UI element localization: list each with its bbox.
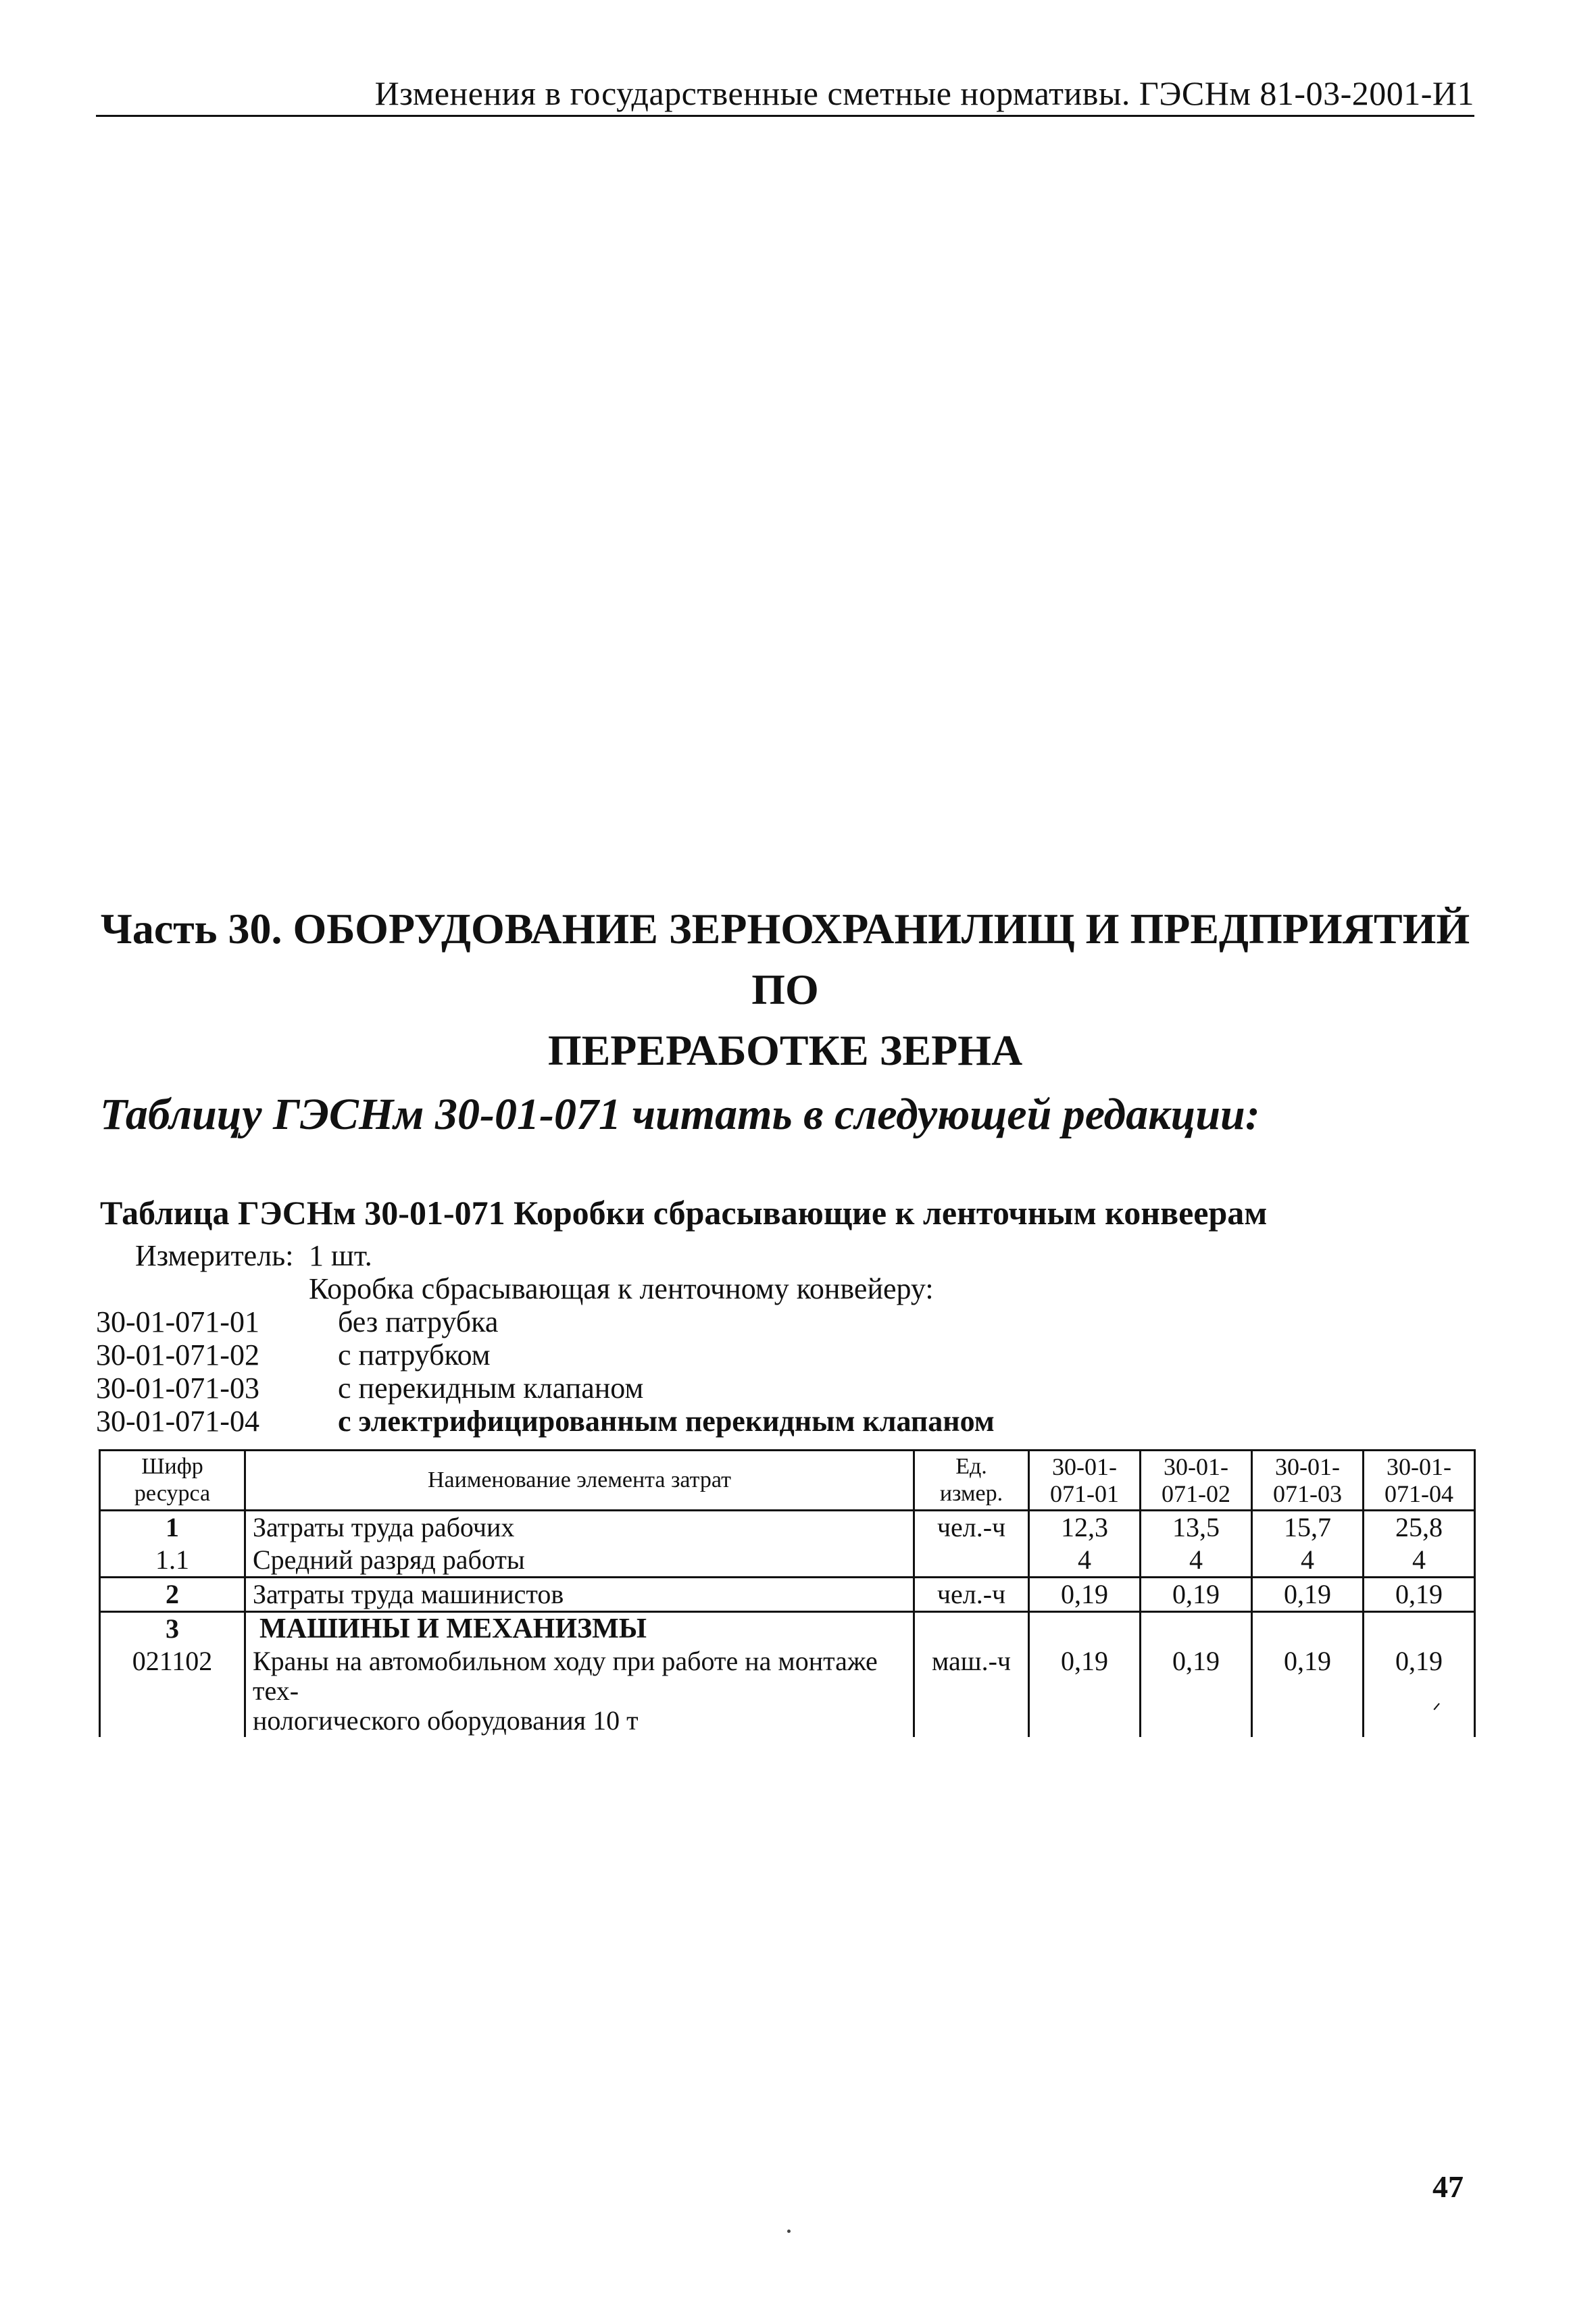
row-value: 0,19 — [1029, 1645, 1141, 1737]
row-value: 4 — [1141, 1544, 1252, 1578]
item-name: без патрубка — [338, 1305, 499, 1338]
row-unit: чел.-ч — [914, 1578, 1029, 1612]
table-row — [100, 1645, 1475, 1737]
row-value: 0,19 — [1141, 1578, 1252, 1612]
row-unit: маш.-ч — [914, 1645, 1029, 1737]
row-value: 25,8 — [1364, 1511, 1475, 1544]
row-code: 2 — [100, 1578, 245, 1612]
row-value: 4 — [1029, 1544, 1141, 1578]
resource-table — [99, 1449, 1476, 1737]
row-value: 0,19 — [1141, 1645, 1252, 1737]
item-name: с перекидным клапаном — [338, 1372, 644, 1405]
row-name: Затраты труда машинистов — [245, 1578, 914, 1612]
page-mark: ᐟ — [1432, 1700, 1441, 1722]
row-name: Краны на автомобильном ходу при работе на монтаже тех- нологического оборудования 10 т — [245, 1645, 914, 1737]
part-title-line-1: Часть 30. ОБОРУДОВАНИЕ ЗЕРНОХРАНИЛИЩ И ПРЕДПРИЯТИЙ ПО — [100, 905, 1470, 1013]
header-col-4: 30-01- 071-04 — [1364, 1451, 1475, 1511]
table-section-row — [100, 1612, 1475, 1646]
table-row — [100, 1511, 1475, 1544]
row-code: 1.1 — [100, 1544, 245, 1578]
section-title: МАШИНЫ И МЕХАНИЗМЫ — [245, 1612, 914, 1646]
meter-label: Измеритель: — [135, 1239, 294, 1272]
row-code: 021102 — [100, 1645, 245, 1737]
item-code: 30-01-071-03 — [96, 1372, 259, 1405]
part-title — [96, 899, 1474, 1081]
table-title: Таблица ГЭСНм 30-01-071 Коробки сбрасывающие к ленточным конвеерам — [100, 1194, 1268, 1232]
row-value: 0,19 — [1252, 1578, 1364, 1612]
item-code: 30-01-071-02 — [96, 1338, 259, 1372]
row-value: 4 — [1252, 1544, 1364, 1578]
row-value: 0,19 — [1364, 1645, 1475, 1737]
header-col-3: 30-01- 071-03 — [1252, 1451, 1364, 1511]
row-value: 15,7 — [1252, 1511, 1364, 1544]
row-name: Средний разряд работы — [245, 1544, 914, 1578]
table-row — [100, 1578, 1475, 1612]
header-col-2: 30-01- 071-02 — [1141, 1451, 1252, 1511]
row-value: 4 — [1364, 1544, 1475, 1578]
item-code: 30-01-071-04 — [96, 1405, 259, 1438]
table-row — [100, 1544, 1475, 1578]
header-rule — [96, 115, 1474, 117]
running-header: Изменения в государственные сметные нормативы. ГЭСНм 81-03-2001-И1 — [374, 74, 1474, 112]
item-code: 30-01-071-01 — [96, 1305, 259, 1338]
edition-notice: Таблицу ГЭСНм 30-01-071 читать в следующей редакции: — [100, 1090, 1260, 1139]
row-unit — [914, 1544, 1029, 1578]
row-value: 0,19 — [1252, 1645, 1364, 1737]
header-unit: Ед. измер. — [914, 1451, 1029, 1511]
table-header-row — [100, 1451, 1475, 1511]
header-code: Шифр ресурса — [100, 1451, 245, 1511]
header-name: Наименование элемента затрат — [245, 1451, 914, 1511]
header-col-1: 30-01- 071-01 — [1029, 1451, 1141, 1511]
part-title-line-2: ПЕРЕРАБОТКЕ ЗЕРНА — [547, 1026, 1023, 1074]
row-value: 12,3 — [1029, 1511, 1141, 1544]
meter-value: 1 шт. — [309, 1239, 372, 1272]
row-unit: чел.-ч — [914, 1511, 1029, 1544]
section-code: 3 — [100, 1612, 245, 1646]
row-code: 1 — [100, 1511, 245, 1544]
item-heading: Коробка сбрасывающая к ленточному конвейеру: — [309, 1272, 934, 1305]
row-value: 0,19 — [1364, 1578, 1475, 1612]
page-number: 47 — [1432, 2169, 1464, 2204]
item-name: с электрифицированным перекидным клапаном — [338, 1405, 995, 1438]
row-value: 13,5 — [1141, 1511, 1252, 1544]
row-name: Затраты труда рабочих — [245, 1511, 914, 1544]
row-value: 0,19 — [1029, 1578, 1141, 1612]
item-name: с патрубком — [338, 1338, 491, 1372]
scan-dot — [787, 2230, 791, 2233]
